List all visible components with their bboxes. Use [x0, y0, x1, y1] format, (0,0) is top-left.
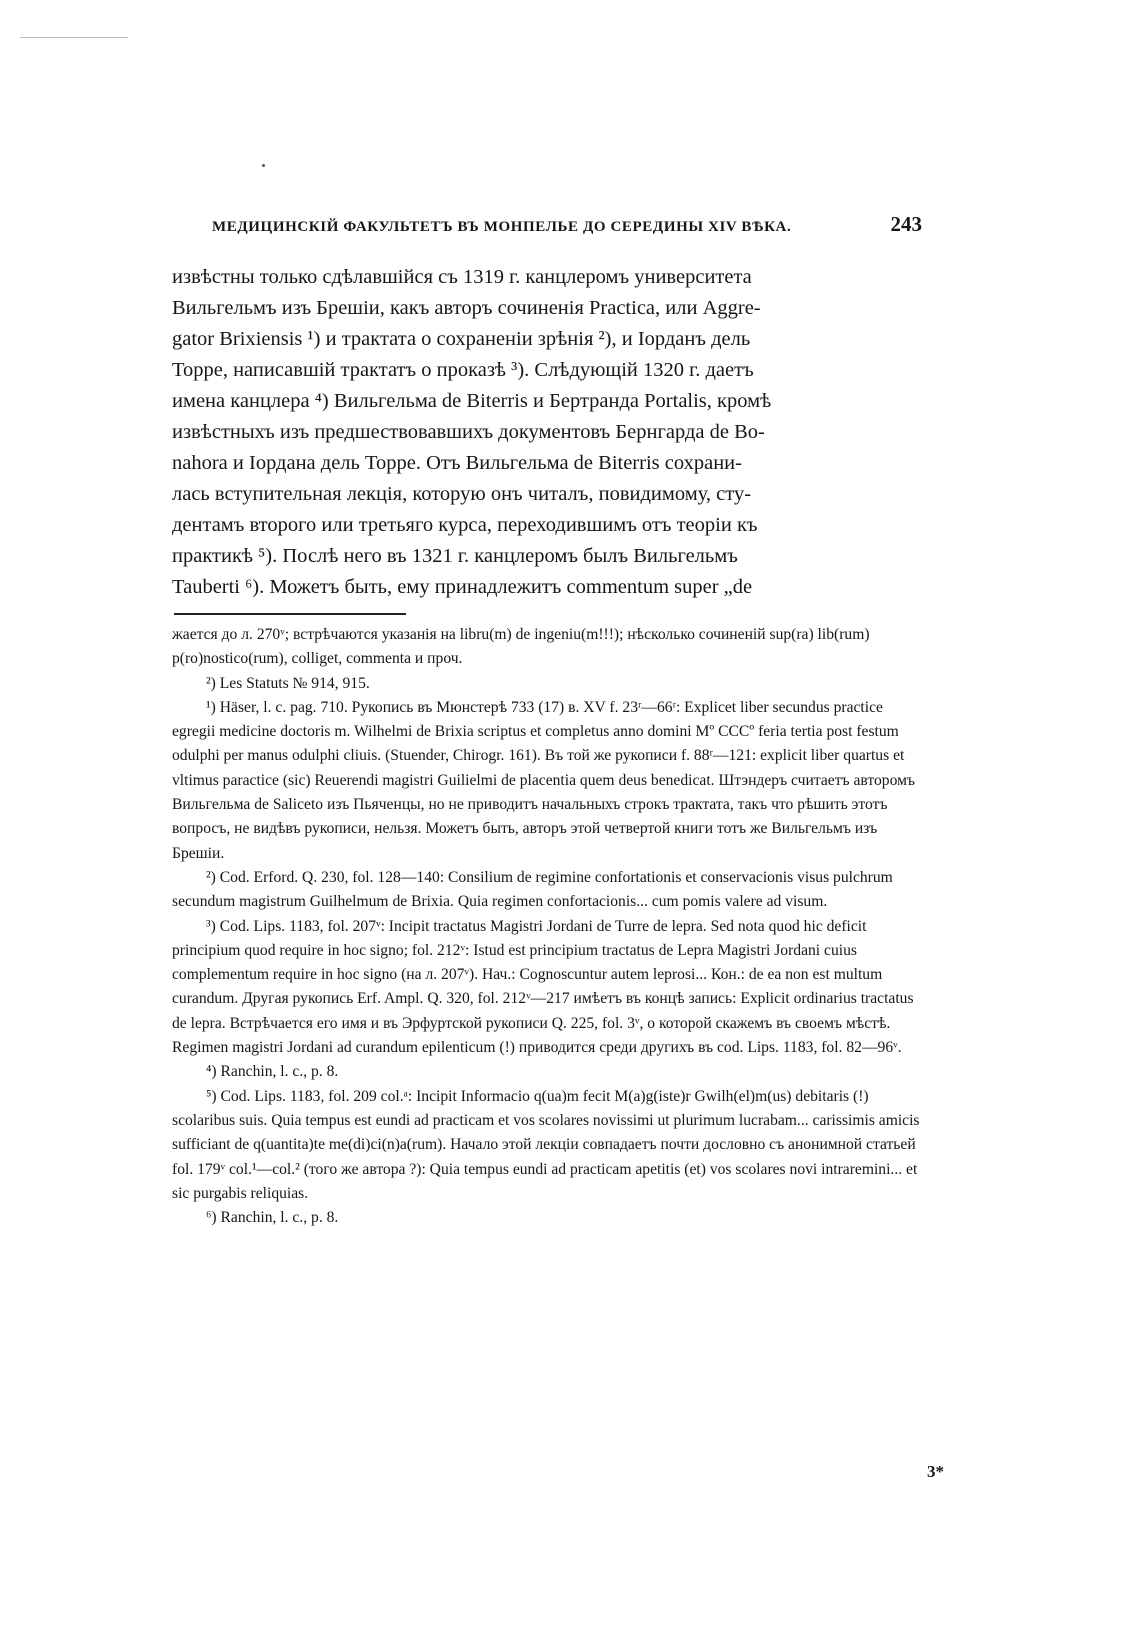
scan-artifact-line [20, 37, 128, 38]
text-line: nahora и Іордана дель Торре. Отъ Вильгельма de Biterris сохрани- [172, 452, 742, 474]
footnote: ¹) Häser, l. c. pag. 710. Рукопись въ Мюнстерѣ 733 (17) в. XV f. 23ʳ—66ʳ: Explicet liber secundus practice egregii medicine doctoris m. Wilhelmi de Brixia scriptus et completus anno domini Mº CCCº feria tertia post festum odulphi per manus odulphi cliuis. (Stuender, Chirogr. 161). Въ той же рукописи f. 88ʳ—121: explicit liber quartus et vltimus paractice (sic) Reuerendi magistri Guilielmi de placentia quem deus benedicat. Штэндеръ считаетъ авторомъ Вильгельма de Saliceto изъ Пьяченцы, но не приводитъ начальныхъ строкъ трактата, такъ что рѣшить этотъ вопросъ, не видѣвъ рукописи, нельзя. Можетъ быть, авторъ этой четвертой книги тотъ же Вильгельмъ изъ Брешіи. [172, 698, 915, 862]
page-number: 243 [890, 212, 922, 236]
footnote-continuation: жается до л. 270ᵛ; встрѣчаются указанія на libru(m) de ingeniu(m!!!); нѣсколько сочиненій sup(ra) lib(rum) p(ro)nostico(rum), colliget, commenta и проч. [172, 626, 870, 668]
footnote: ³) Cod. Lips. 1183, fol. 207ᵛ: Incipit tractatus Magistri Jordani de Turre de lepra. Sed nota quod hic deficit principium quod require in hoc signo; fol. 212ᵛ: Istud est principium tractatus de Lepra Magistri Jordani cuius complementum require in hoc signo (на л. 207ᵛ). Нач.: Cognoscuntur autem leprosi... Кон.: de ea non est multum curandum. Другая рукопись Erf. Ampl. Q. 320, fol. 212ᵛ—217 имѣетъ въ концѣ запись: Explicit ordinarius tractatus de lepra. Встрѣчается его имя и въ Эрфуртской рукописи Q. 225, fol. 3ᵛ, о которой скажемъ въ своемъ мѣстѣ. Regimen magistri Jordani ad curandum epilenticum (!) приводится среди другихъ въ cod. Lips. 1183, fol. 82—96ᵛ. [172, 917, 914, 1057]
signature-mark: 3* [927, 1462, 944, 1481]
text-line: извѣстныхъ изъ предшествовавшихъ документовъ Бернгарда de Bo- [172, 421, 765, 443]
main-text [172, 262, 924, 603]
text-line: практикѣ ⁵). Послѣ него въ 1321 г. канцлеромъ былъ Вильгельмъ [172, 545, 738, 567]
footnote: ⁵) Cod. Lips. 1183, fol. 209 col.ᵃ: Incipit Informacio q(ua)m fecit M(a)g(iste)r Gwilh(el)m(us) debitaris (!) scolaribus suis. Quia tempus est eundi ad practicam et vos scolares novissimi ut plurimum lucrabam... carissimis amicis sufficiant de q(uantita)te me(di)ci(n)a(rum). Начало этой лекціи совпадаетъ почти дословно съ анонимной статьей fol. 179ᵛ col.¹—col.² (того же автора ?): Quia tempus eundi ad practicam apetitis (et) vos scolares novi intraremini... et sic purgabis reliquias. [172, 1087, 920, 1202]
running-title: МЕДИЦИНСКІЙ ФАКУЛЬТЕТЪ ВЪ МОНПЕЛЬЕ ДО СЕРЕДИНЫ XIV ВѢКА. [212, 219, 792, 235]
footnote: ⁶) Ranchin, l. c., p. 8. [206, 1209, 339, 1227]
footnote: ⁴) Ranchin, l. c., p. 8. [206, 1063, 339, 1081]
text-line: Вильгельмъ изъ Брешіи, какъ авторъ сочиненія Practica, или Aggre- [172, 297, 761, 319]
text-line: gator Brixiensis ¹) и трактата о сохраненіи зрѣнія ²), и Іорданъ дель [172, 328, 751, 350]
text-line: Tauberti ⁶). Можетъ быть, ему принадлежитъ commentum super „de [172, 576, 753, 598]
text-line: Торре, написавшій трактатъ о проказѣ ³). Слѣдующій 1320 г. даетъ [172, 359, 754, 381]
text-line: дентамъ второго или третьяго курса, переходившимъ отъ теоріи къ [172, 514, 758, 536]
scan-speck [262, 164, 265, 167]
footnotes [172, 623, 924, 1230]
text-line: лась вступительная лекція, которую онъ читалъ, повидимому, сту- [172, 483, 752, 505]
running-header [212, 212, 922, 242]
footnote: ²) Les Statuts № 914, 915. [206, 674, 370, 692]
footnote-rule [174, 613, 406, 615]
footnote: ²) Cod. Erford. Q. 230, fol. 128—140: Consilium de regimine confortationis et conservacionis visus pulchrum secundum magistrum Guilhelmum de Brixia. Quia regimen confortacionis... cum pomis valere ad visum. [172, 868, 893, 911]
text-line: имена канцлера ⁴) Вильгельма de Biterris и Бертранда Portalis, кромѣ [172, 390, 772, 412]
text-line: извѣстны только сдѣлавшійся съ 1319 г. канцлеромъ университета [172, 266, 752, 288]
